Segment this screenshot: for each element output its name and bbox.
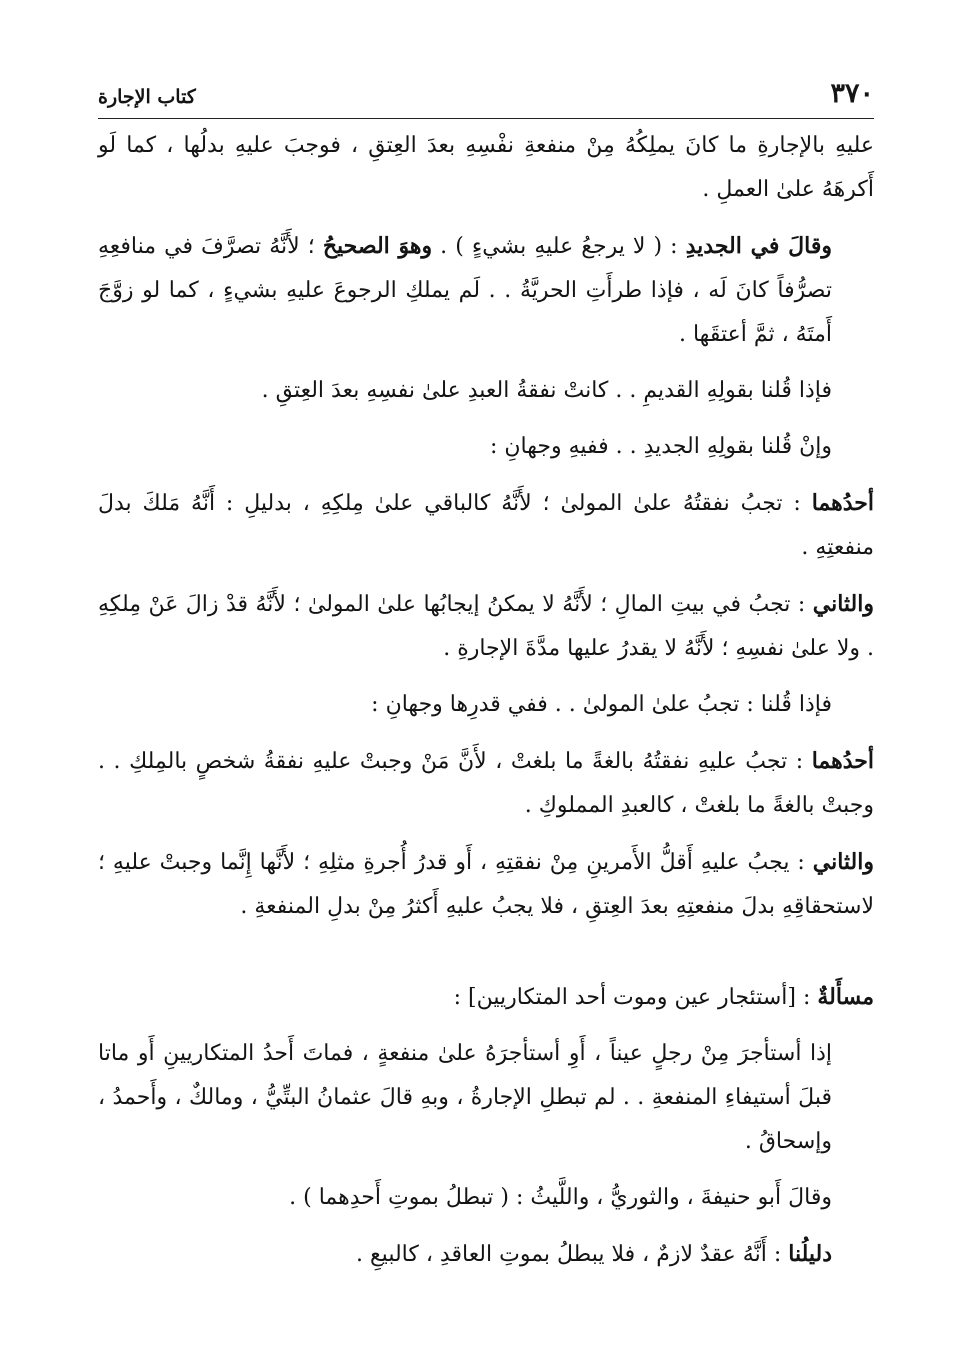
paragraph-lead: والثاني [812,849,874,875]
paragraph: وإنْ قُلنا بقولِهِ الجديدِ . . ففيهِ وجهانِ : [489,434,832,459]
paragraph-lead: وقالَ في الجديدِ [685,233,832,259]
paragraph-lead: دليلُنا [788,1241,832,1267]
paragraph: وقالَ في الجديدِ : ( لا يرجعُ عليهِ بشيءٍ ) . وهوَ الصحيحُ ؛ لأَنَّهُ تصرَّفَ في منافعِهِ تصرُّفاً كانَ لَه ، فإذا طرأَتِ الحريَّةُ . . لَم يملكِ الرجوعَ عليهِ بشيءٍ ، كما لو زوَّجَ أَمتَهُ ، ثمَّ أعتقَها . [98,233,832,347]
paragraph: أحدُهما : تجبُ عليهِ نفقتُهُ بالغةً ما بلغتْ ، لأَنَّ مَنْ وجبتْ عليهِ نفقةُ شخصٍ بالمِلكِ . . وجبتْ بالغةً ما بلغتْ ، كالعبدِ المملوكِ . [98,748,874,818]
book-title: كتاب الإجارة [98,86,196,108]
paragraph: والثاني : تجبُ في بيتِ المالِ ؛ لأَنَّهُ لا يمكنُ إيجابُها علىٰ المولىٰ ؛ لأَنَّهُ قدْ زالَ عَنْ مِلكِهِ . ولا علىٰ نفسِهِ ؛ لأَنَّهُ لا يقدرُ عليها مدَّةَ الإجارةِ . [98,591,874,661]
page-body [98,124,874,1289]
section-heading: مسأَلةٌ : [أستئجار عين وموت أحد المتكاريين] : [453,984,874,1010]
paragraph-lead: أحدُهما [811,748,874,774]
paragraph: أحدُهما : تجبُ نفقتُهُ علىٰ المولىٰ ؛ لأَنَّهُ كالباقي علىٰ مِلكِهِ ، بدليلِ : أَنَّهُ مَلكَ بدلَ منفعتِهِ . [98,490,874,560]
paragraph: دليلُنا : أَنَّهُ عقدٌ لازمٌ ، فلا يبطلُ بموتِ العاقدِ ، كالبيعِ . [355,1241,832,1267]
paragraph: والثاني : يجبُ عليهِ أَقلُّ الأَمرينِ مِنْ نفقتِهِ ، أَو قدرُ أُجرةِ مثلِهِ ؛ لأَنَّها إِنَّما وجبتْ عليهِ ؛ لاستحقاقِهِ بدلَ منفعتِهِ بعدَ العِتقِ ، فلا يجبُ عليهِ أَكثرُ مِنْ بدلِ المنفعةِ . [98,849,874,919]
page-number: ٣٧٠ [830,78,874,109]
heading-label: مسأَلةٌ [817,984,874,1010]
page-header [98,78,874,119]
paragraph: فإذا قُلنا : تجبُ علىٰ المولىٰ . . ففي قدرِها وجهانِ : [371,692,832,717]
paragraph: إذا أستأجرَ مِنْ رجلٍ عيناً ، أَوِ أستأجرَهُ علىٰ منفعةٍ ، فماتَ أَحدُ المتكاريينِ أَو ماتا قبلَ أستيفاءِ المنفعةِ . . لم تبطلِ الإجارةُ ، وبهِ قالَ عثمانُ البتِّيُّ ، ومالكٌ ، وأَحمدُ ، وإسحاقُ . [98,1041,832,1154]
paragraph: وقالَ أَبو حنيفةَ ، والثوريُّ ، واللَّيثُ : ( تبطلُ بموتِ أَحدِهما ) . [289,1185,832,1210]
paragraph-lead: والثاني [812,591,874,617]
paragraph: عليهِ بالإجارةِ ما كانَ يملِكُهُ مِنْ منفعةِ نفْسِهِ بعدَ العِتقِ ، فوجبَ عليهِ بدلُها ، كما لَو أَكرهَهُ علىٰ العملِ . [98,133,874,202]
bold-phrase: وهوَ الصحيحُ [322,233,433,259]
paragraph-lead: أحدُهما [811,490,874,516]
paragraph: فإذا قُلنا بقولِهِ القديمِ . . كانتْ نفقةُ العبدِ علىٰ نفسِهِ بعدَ العِتقِ . [261,378,832,403]
